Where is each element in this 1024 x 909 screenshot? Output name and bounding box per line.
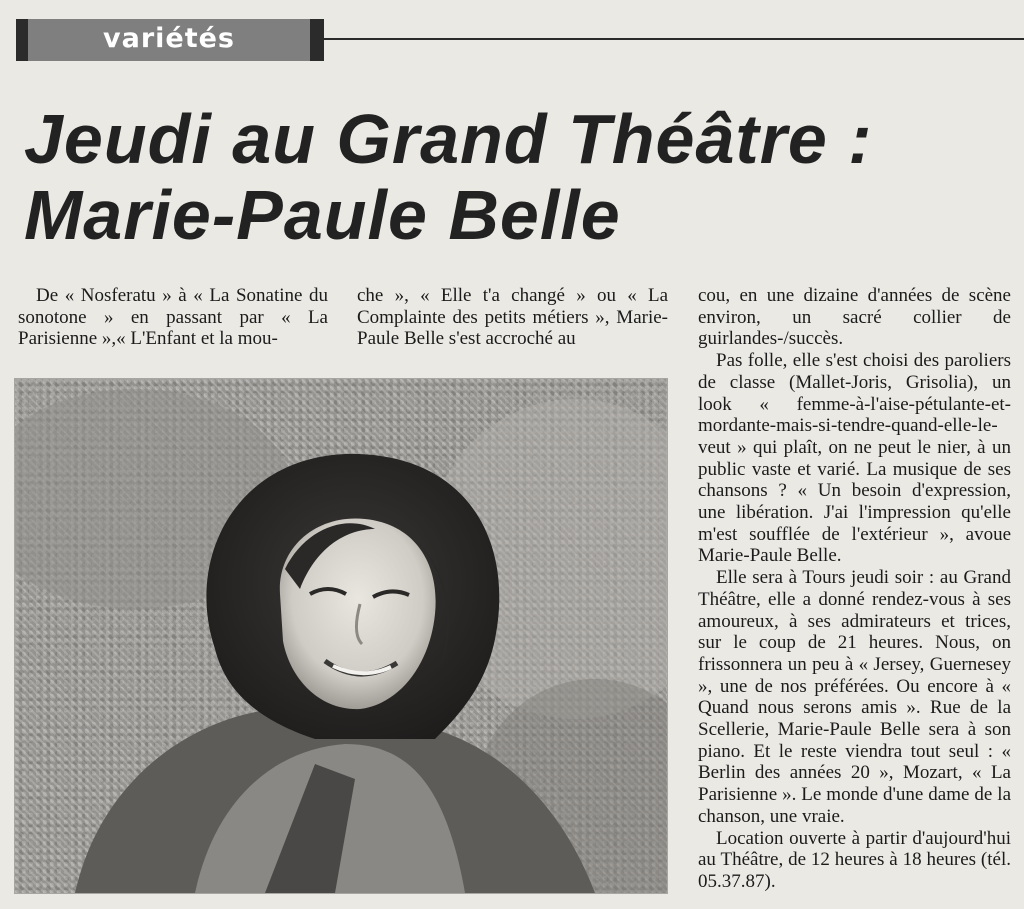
section-rubric-box — [28, 19, 310, 61]
paragraph-4: Location ouverte à partir d'aujourd'hui au Théâtre, de 12 heures à 18 heures (tél. 05.37.87). — [698, 827, 1011, 892]
paragraph-1: cou, en une dizaine d'années de scène environ, un sacré collier de guirlandes-/succès. — [698, 285, 1011, 350]
article-column-2 — [357, 285, 668, 350]
section-label: variétés — [103, 22, 235, 54]
column-2-text: che », « Elle t'a changé » ou « La Complainte des petits métiers », Marie-Paule Belle s'est accroché au — [357, 285, 668, 350]
headline-line-2: Marie-Paule Belle — [24, 176, 621, 254]
paragraph-2: Pas folle, elle s'est choisi des paroliers de classe (Mallet-Joris, Grisolia), un look « femme-à-l'aise-pétulante-et-mordante-mais-si-tendre-quand-elle-le-veut » qui plaît, on ne peut le nier, à un public vaste et varié. La musique de ses chansons ? « Un besoin d'expression, une libération. J'ai l'impression qu'elle m'est soufflée de l'extérieur », avoue Marie-Paule Belle. — [698, 350, 1011, 567]
article-column-1 — [18, 285, 328, 350]
section-rubric — [16, 19, 324, 61]
paragraph-3: Elle sera à Tours jeudi soir : au Grand Théâtre, elle a donné rendez-vous à ses amoureux, à ses admirateurs et trices, sur le coup de 21 heures. Nous, on frissonnera un peu à « Jersey, Guernesey », une de nos préférées. Ou encore à « Quand nous serons amis ». Rue de la Scellerie, Marie-Paule Belle sera à son piano. Et le reste viendra tout seul : « Berlin des années 20 », Mozart, « La Parisienne ». Le monde d'une dame de la chanson, une vraie. — [698, 567, 1011, 827]
article-column-3 — [698, 285, 1011, 893]
headline-line-1: Jeudi au Grand Théâtre : — [24, 100, 873, 178]
portrait-photo — [14, 378, 668, 894]
rubric-rule — [324, 38, 1024, 40]
column-1-text: De « Nosferatu » à « La Sonatine du sonotone » en passant par « La Parisienne »,« L'Enfant et la mou- — [18, 285, 328, 350]
portrait-illustration — [15, 379, 667, 893]
